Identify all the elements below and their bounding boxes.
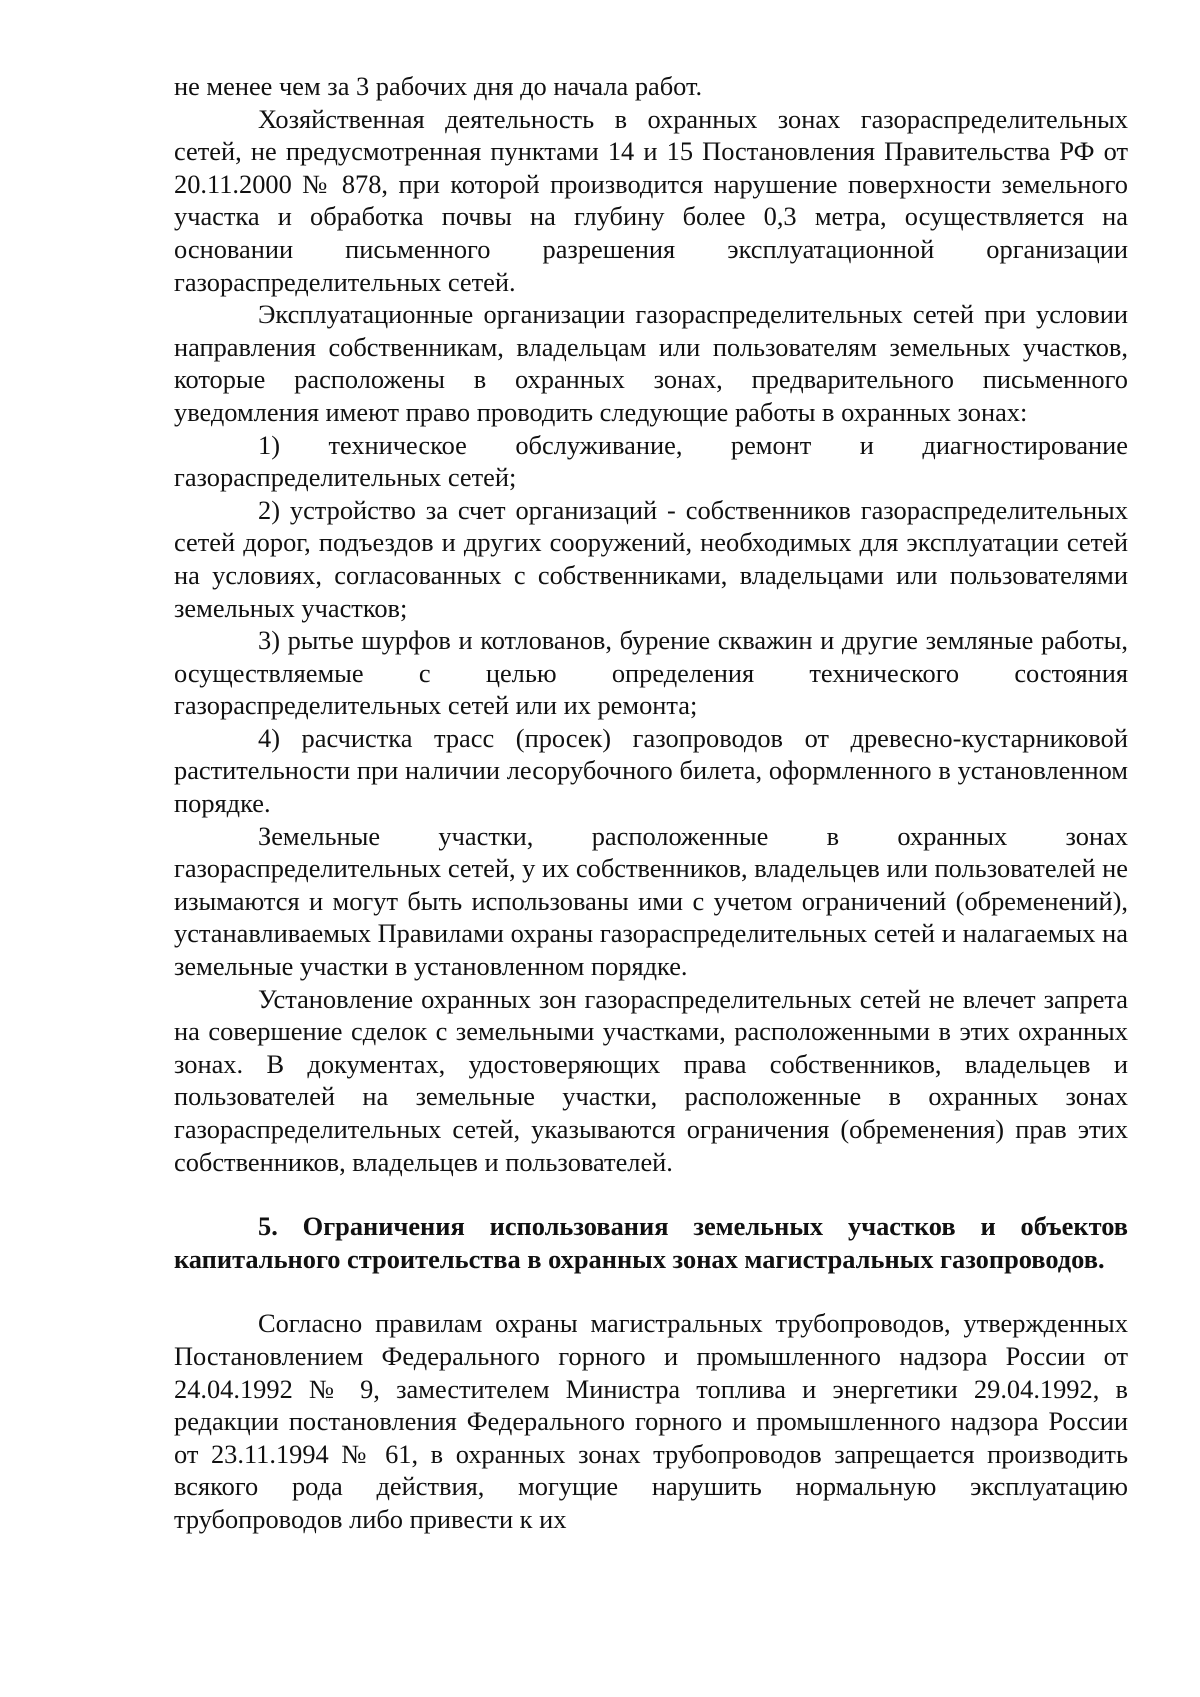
list-item-2: 2) устройство за счет организаций - собственников газораспределительных сетей дорог, подъездов и других сооружений, необходимых для эксплуатации сетей на условиях, согласованных с собственниками, владельцами или пользователями земельных участков; bbox=[174, 494, 1128, 623]
list-item-1: 1) техническое обслуживание, ремонт и диагностирование газораспределительных сетей; bbox=[174, 429, 1128, 493]
list-item-4: 4) расчистка трасс (просек) газопроводов от древесно-кустарниковой растительности при наличии лесорубочного билета, оформленного в установленном порядке. bbox=[174, 722, 1128, 819]
paragraph-protected-zones: Установление охранных зон газораспределительных сетей не влечет запрета на совершение сделок с земельными участками, расположенными в этих охранных зонах. В документах, удостоверяющих права собственников, владельцев и пользователей на земельные участки, расположенные в охранных зонах газораспределительных сетей, указываются ограничения (обременения) прав этих собственников, владельцев и пользователей. bbox=[174, 983, 1128, 1177]
paragraph-economic-activity: Хозяйственная деятельность в охранных зонах газораспределительных сетей, не предусмотренная пунктами 14 и 15 Постановления Правительства РФ от 20.11.2000 № 878, при которой производится нарушение поверхности земельного участка и обработка почвы на глубину более 0,3 метра, осуществляется на основании письменного разрешения эксплуатационной организации газораспределительных сетей. bbox=[174, 103, 1128, 297]
paragraph-land-plots: Земельные участки, расположенные в охранных зонах газораспределительных сетей, у их собственников, владельцев или пользователей не изымаются и могут быть использованы ими с учетом ограничений (обременений), устанавливаемых Правилами охраны газораспределительных сетей и налагаемых на земельные участки в установленном порядке. bbox=[174, 820, 1128, 982]
document-page bbox=[174, 70, 1128, 1536]
section-heading: 5. Ограничения использования земельных участков и объектов капитального строительства в охранных зонах магистральных газопроводов. bbox=[174, 1211, 1128, 1274]
list-item-3: 3) рытье шурфов и котлованов, бурение скважин и другие земляные работы, осуществляемые с целью определения технического состояния газораспределительных сетей или их ремонта; bbox=[174, 625, 1128, 721]
paragraph-operating-organizations: Эксплуатационные организации газораспределительных сетей при условии направления собственникам, владельцам или пользователям земельных участков, которые расположены в охранных зонах, предварительного письменного уведомления имеют право проводить следующие работы в охранных зонах: bbox=[174, 299, 1128, 427]
paragraph-continuation: не менее чем за 3 рабочих дня до начала работ. bbox=[174, 71, 703, 101]
paragraph-pipeline-rules: Согласно правилам охраны магистральных трубопроводов, утвержденных Постановлением Федерального горного и промышленного надзора России от 24.04.1992 № 9, заместителем Министра топлива и энергетики 29.04.1992, в редакции постановления Федерального горного и промышленного надзора России от 23.11.1994 № 61, в охранных зонах трубопроводов запрещается производить всякого рода действия, могущие нарушить нормальную эксплуатацию трубопроводов либо привести к их bbox=[174, 1308, 1128, 1534]
